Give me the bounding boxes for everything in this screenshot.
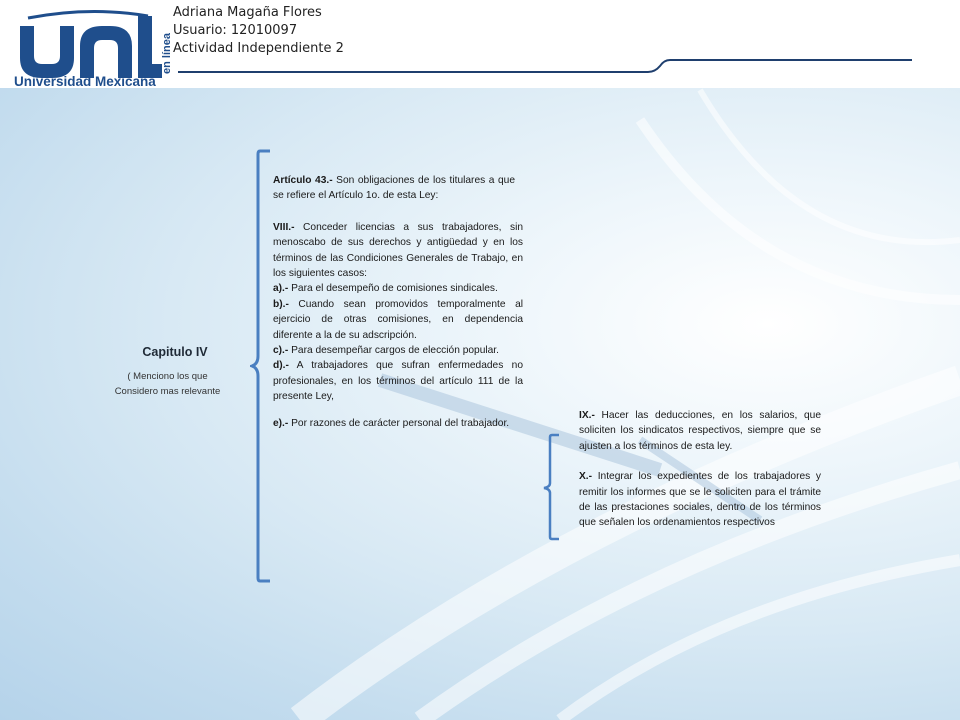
item-ix-text: Hacer las deducciones, en los salarios, que soliciten los sindicatos respectivos, siempre que se ajusten a los términos de esta ley. xyxy=(579,410,821,452)
item-d xyxy=(273,358,523,404)
activity-name: Actividad Independiente 2 xyxy=(173,41,344,56)
user-id: Usuario: 12010097 xyxy=(173,23,298,38)
item-b-title: b).- xyxy=(273,298,289,310)
sub-items-block xyxy=(579,408,821,531)
item-d-title: d).- xyxy=(273,360,289,372)
user-name: Adriana Magaña Flores xyxy=(173,5,322,20)
item-e xyxy=(273,416,523,431)
article-intro-text: Son obligaciones de los titulares a que se refiere el Artículo 1o. de esta Ley: xyxy=(273,175,515,202)
item-c xyxy=(273,343,523,358)
item-e-text: Por razones de carácter personal del trabajador. xyxy=(288,417,510,429)
item-viii-title: VIII.- xyxy=(273,221,295,233)
item-c-text: Para desempeñar cargos de elección popular. xyxy=(288,345,499,357)
item-e-title: e).- xyxy=(273,417,289,429)
header-bar xyxy=(0,0,960,88)
chapter-note-line2: Considero mas relevante xyxy=(114,386,221,397)
item-a-text: Para el desempeño de comisiones sindicales. xyxy=(288,283,498,295)
chapter-note-line1: ( Menciono los que xyxy=(127,371,208,382)
item-x xyxy=(579,469,821,531)
item-a xyxy=(273,281,523,296)
item-c-title: c).- xyxy=(273,345,289,357)
chapter-note xyxy=(95,369,240,399)
item-b xyxy=(273,297,523,343)
user-info xyxy=(173,4,344,58)
item-ix xyxy=(579,408,821,454)
secondary-brace xyxy=(541,433,565,541)
item-a-title: a).- xyxy=(273,283,289,295)
main-brace xyxy=(250,148,274,584)
article-intro-title: Artículo 43.- xyxy=(273,175,333,186)
item-viii-text: Conceder licencias a sus trabajadores, sin menoscabo de sus derechos y antigüedad y en los términos de las Condiciones Generales de Trabajo, en los siguientes casos: xyxy=(273,221,523,280)
logo-caption: Universidad Mexicana xyxy=(14,74,156,89)
header-divider-line xyxy=(0,0,960,90)
item-b-text: Cuando sean promovidos temporalmente al ejercicio de otras comisiones, en dependencia diferente a la de su adscripción. xyxy=(273,298,523,341)
logo-side-text: en línea xyxy=(161,33,173,74)
item-ix-title: IX.- xyxy=(579,410,595,421)
item-d-text: A trabajadores que sufran enfermedades no profesionales, en los términos del artículo 111 de la presente Ley, xyxy=(273,360,523,403)
article-43-block xyxy=(273,173,523,431)
chapter-title: Capitulo IV xyxy=(142,345,208,359)
item-x-text: Integrar los expedientes de los trabajadores y remitir los informes que se le soliciten para el trámite de las prestaciones sociales, dentro de los términos que señalen los ordenamientos respectivos xyxy=(579,471,821,529)
item-viii xyxy=(273,220,523,282)
item-x-title: X.- xyxy=(579,471,593,483)
article-intro xyxy=(273,173,515,204)
